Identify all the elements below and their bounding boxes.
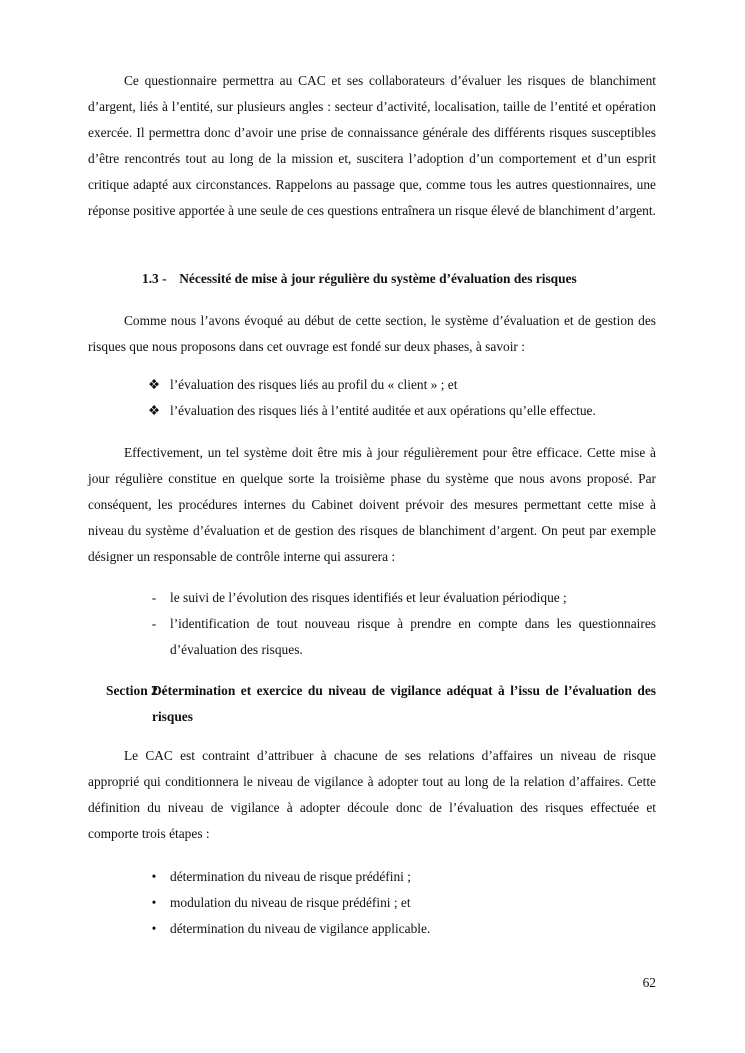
paragraph-update: Effectivement, un tel système doit être mis à jour régulièrement pour être efficace. Cette mise à jour régulière constitue en quelque sorte la troisième phase du système que nous avons proposé. Par conséquent, les procédures internes du Cabinet doivent prévoir des mesures permettant cette mise à niveau du système d’évaluation et de gestion des risques de blanchiment d’argent. On peut par exemple désigner un responsable de contrôle interne qui assurera : bbox=[88, 445, 656, 564]
list-item: ❖ l’évaluation des risques liés au profil du « client » ; et bbox=[170, 372, 660, 398]
subsection-number: 1.3 - bbox=[142, 271, 167, 286]
paragraph-two-phases: Comme nous l’avons évoqué au début de cette section, le système d’évaluation et de gestion des risques que nous proposons dans cet ouvrage est fondé sur deux phases, à savoir : bbox=[88, 313, 656, 354]
list-item: ❖ l’évaluation des risques liés à l’entité auditée et aux opérations qu’elle effectue. bbox=[170, 398, 660, 424]
list-item: • détermination du niveau de vigilance applicable. bbox=[170, 916, 656, 942]
list-item: • modulation du niveau de risque prédéfini ; et bbox=[170, 890, 656, 916]
diamond-bullet-icon: ❖ bbox=[147, 377, 160, 392]
paragraph-intro: Ce questionnaire permettra au CAC et ses collaborateurs d’évaluer les risques de blanchiment d’argent, liés à l’entité, sur plusieurs angles : secteur d’activité, localisation, taille de l’entité et opération exercée. Il permettra donc d’avoir une prise de connaissance générale des différents risques susceptibles d’être rencontrés tout au long de la mission et, suscitera l’adoption d’un comportement et d’un esprit critique adapté aux circonstances. Rappelons au passage que, comme tous les autres questionnaires, une réponse positive apportée à une seule de ces questions entraînera un risque élevé de blanchiment d’argent. bbox=[88, 73, 656, 218]
subsection-heading bbox=[142, 266, 662, 292]
dash-bullet-icon: - bbox=[151, 590, 157, 605]
list-item: - l’identification de tout nouveau risque à prendre en compte dans les questionnaires d’évaluation des risques. bbox=[170, 611, 656, 663]
round-bullet-icon: • bbox=[151, 921, 157, 936]
phases-list bbox=[147, 372, 660, 424]
list-item: - le suivi de l’évolution des risques identifiés et leur évaluation périodique ; bbox=[170, 585, 656, 611]
diamond-bullet-icon: ❖ bbox=[147, 403, 160, 418]
round-bullet-icon: • bbox=[151, 869, 157, 884]
list-item: • détermination du niveau de risque prédéfini ; bbox=[170, 864, 656, 890]
steps-list bbox=[151, 864, 656, 942]
section-label: Section 2 - bbox=[106, 683, 166, 698]
section-title: Détermination et exercice du niveau de vigilance adéquat à l’issu de l’évaluation des risques bbox=[152, 683, 656, 724]
section-heading bbox=[106, 678, 656, 730]
controls-list bbox=[151, 585, 656, 663]
paragraph-vigilance: Le CAC est contraint d’attribuer à chacune de ses relations d’affaires un niveau de risque approprié qui conditionnera le niveau de vigilance à adopter tout au long de la relation d’affaires. Cette définition du niveau de vigilance à adopter découle donc de l’évaluation des risques effectuée et comporte trois étapes : bbox=[88, 748, 656, 841]
dash-bullet-icon: - bbox=[151, 616, 157, 631]
round-bullet-icon: • bbox=[151, 895, 157, 910]
page-number: 62 bbox=[642, 975, 656, 990]
subsection-title: Nécessité de mise à jour régulière du système d’évaluation des risques bbox=[179, 271, 577, 286]
